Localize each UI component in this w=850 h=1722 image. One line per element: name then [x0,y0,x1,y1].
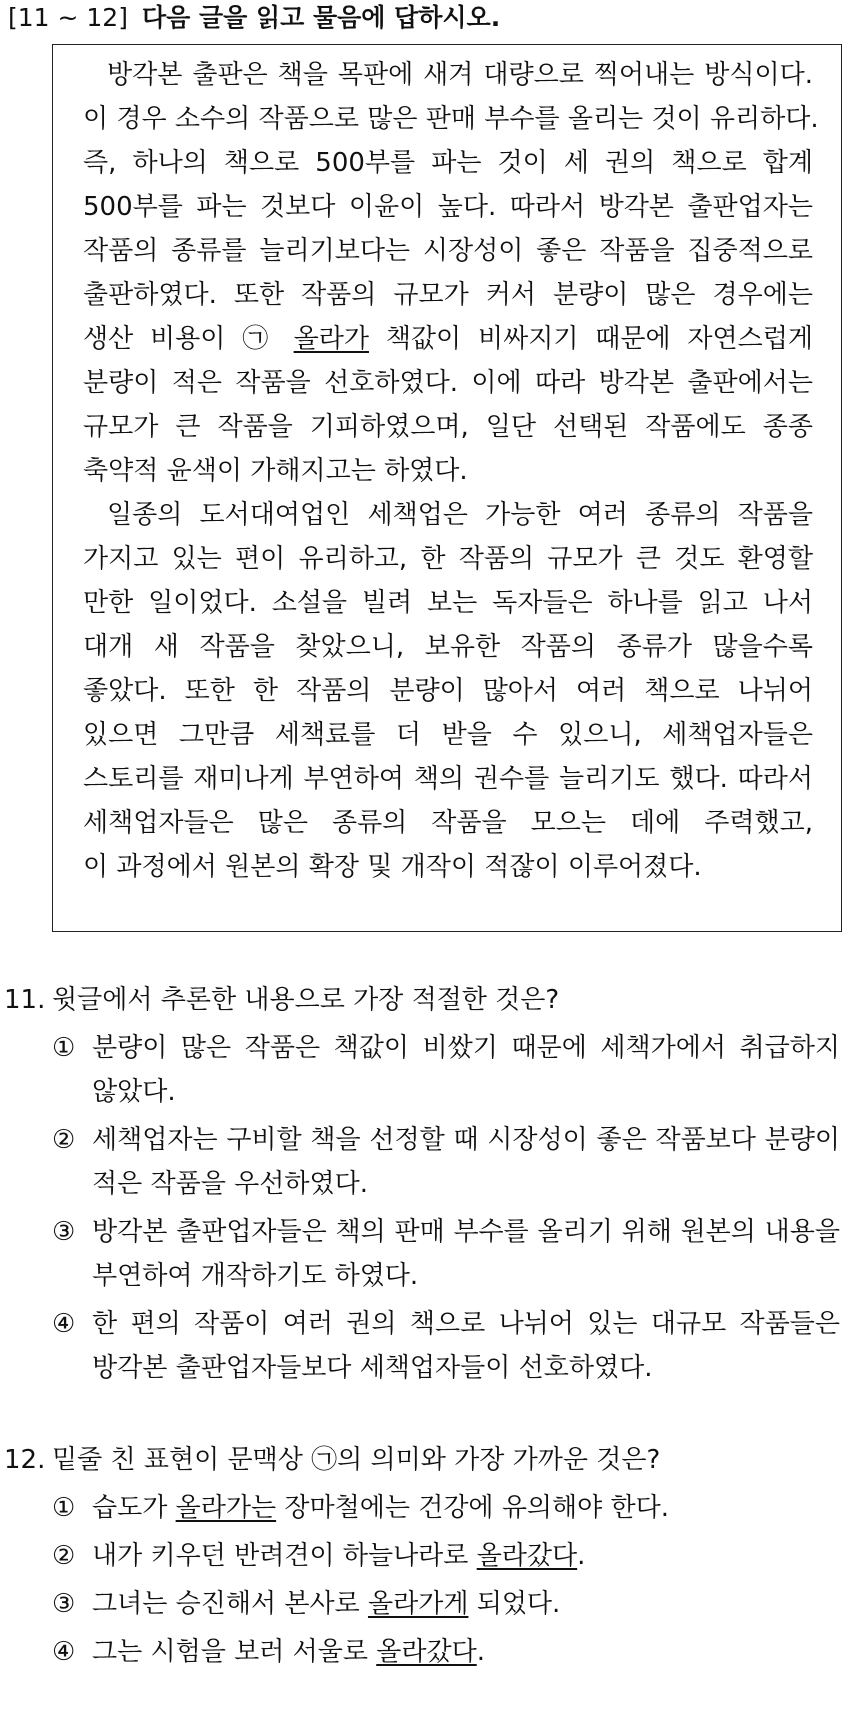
passage-text: 책값이 비싸지기 때문에 자연스럽게 [385,324,814,354]
option-text: 방각본 출판업자들은 책의 판매 부수를 올리기 위해 원본의 내용을 [92,1217,840,1247]
q11-option-3-continuation: 부연하여 개작하기도 하였다. [92,1261,419,1291]
passage-line: 500부를 파는 것보다 이윤이 높다. 따라서 방각본 출판업자는 [83,192,813,222]
passage-line: 규모가 큰 작품을 기피하였으며, 일단 선택된 작품에도 종종 [83,412,813,442]
q12-option-1[interactable] [52,1486,842,1530]
q11-option-2-continuation: 적은 작품을 우선하였다. [92,1169,368,1199]
option-marker: ④ [52,1637,76,1667]
underlined-word: 올라갔다 [476,1541,578,1571]
passage-line: 스토리를 재미나게 부연하여 책의 권수를 늘리기도 했다. 따라서 [83,764,813,794]
question-12-stem [0,1438,660,1482]
option-marker: ② [52,1125,76,1155]
option-text: . [476,1637,485,1667]
instruction-title: 다음 글을 읽고 물음에 답하시오. [141,3,501,32]
q11-option-4-continuation: 방각본 출판업자들보다 세책업자들이 선호하였다. [92,1353,653,1383]
passage-line: 가지고 있는 편이 유리하고, 한 작품의 규모가 큰 것도 환영할 [83,544,813,574]
underlined-word: 올라갔다 [376,1637,477,1667]
passage-line: 세책업자들은 많은 종류의 작품을 모으는 데에 주력했고, [83,808,813,838]
passage-line: 이 경우 소수의 작품으로 많은 판매 부수를 올리는 것이 유리하다. [83,104,819,134]
option-text: 한 편의 작품이 여러 권의 책으로 나뉘어 있는 대규모 작품들은 [92,1309,840,1339]
passage-line: 일종의 도서대여업인 세책업은 가능한 여러 종류의 작품을 [107,500,813,530]
q11-option-1[interactable] [52,1026,842,1070]
question-range: [11 ~ 12] [8,3,128,32]
passage-line: 좋았다. 또한 한 작품의 분량이 많아서 여러 책으로 나뉘어 [83,676,813,706]
question-number: 12. [4,1445,46,1475]
option-text: 습도가 [92,1493,176,1523]
underlined-word: 올라가는 [175,1493,277,1523]
passage-line: 즉, 하나의 책으로 500부를 파는 것이 세 권의 책으로 합계 [83,148,813,178]
passage-line-with-marker [83,317,813,361]
option-text: 되었다. [468,1589,561,1619]
underlined-word: 올라가게 [367,1589,469,1619]
passage-line: 출판하였다. 또한 작품의 규모가 커서 분량이 많은 경우에는 [83,280,813,310]
passage-box [52,44,842,932]
option-text: 세책업자는 구비할 책을 선정할 때 시장성이 좋은 작품보다 분량이 [92,1125,840,1155]
q11-option-2[interactable] [52,1118,842,1162]
passage-line: 분량이 적은 작품을 선호하였다. 이에 따라 방각본 출판에서는 [83,368,813,398]
passage-line: 이 과정에서 원본의 확장 및 개작이 적잖이 이루어졌다. [83,852,702,882]
option-text: 그녀는 승진해서 본사로 [92,1589,368,1619]
passage-line: 대개 새 작품을 찾았으니, 보유한 작품의 종류가 많을수록 [83,632,813,662]
passage-line: 있으면 그만큼 세책료를 더 받을 수 있으니, 세책업자들은 [83,720,813,750]
option-text: . [577,1541,586,1571]
q11-option-4[interactable] [52,1302,842,1346]
q12-option-4[interactable] [52,1630,842,1674]
question-text: 밑줄 친 표현이 문맥상 ㉠의 의미와 가장 가까운 것은? [52,1445,661,1475]
q11-option-3[interactable] [52,1210,842,1254]
option-text: 내가 키우던 반려견이 하늘나라로 [92,1541,477,1571]
question-11-stem [0,978,559,1022]
option-marker: ③ [52,1217,76,1247]
passage-line: 만한 일이었다. 소설을 빌려 보는 독자들은 하나를 읽고 나서 [83,588,813,618]
passage-line: 방각본 출판은 책을 목판에 새겨 대량으로 찍어내는 방식이다. [107,60,813,90]
option-marker: ② [52,1541,76,1571]
option-text: 분량이 많은 작품은 책값이 비쌌기 때문에 세책가에서 취급하지 [92,1033,840,1063]
option-marker: ① [52,1033,76,1063]
question-group-header [8,0,500,36]
question-text: 윗글에서 추론한 내용으로 가장 적절한 것은? [52,985,560,1015]
option-text: 장마철에는 건강에 유의해야 한다. [276,1493,670,1523]
question-number: 11. [4,985,46,1015]
passage-line: 축약적 윤색이 가해지고는 하였다. [83,456,468,486]
q12-option-3[interactable] [52,1582,842,1626]
q12-option-2[interactable] [52,1534,842,1578]
q11-option-1-continuation: 않았다. [92,1077,176,1107]
option-marker: ④ [52,1309,76,1339]
underlined-expression: 올라가 [293,324,369,354]
option-marker: ① [52,1493,76,1523]
option-marker: ③ [52,1589,76,1619]
passage-text: 생산 비용이 [83,324,226,354]
option-text: 그는 시험을 보러 서울로 [92,1637,377,1667]
passage-line: 작품의 종류를 늘리기보다는 시장성이 좋은 작품을 집중적으로 [83,236,813,266]
marker-circled-giyeok: ㉠ [242,324,277,354]
